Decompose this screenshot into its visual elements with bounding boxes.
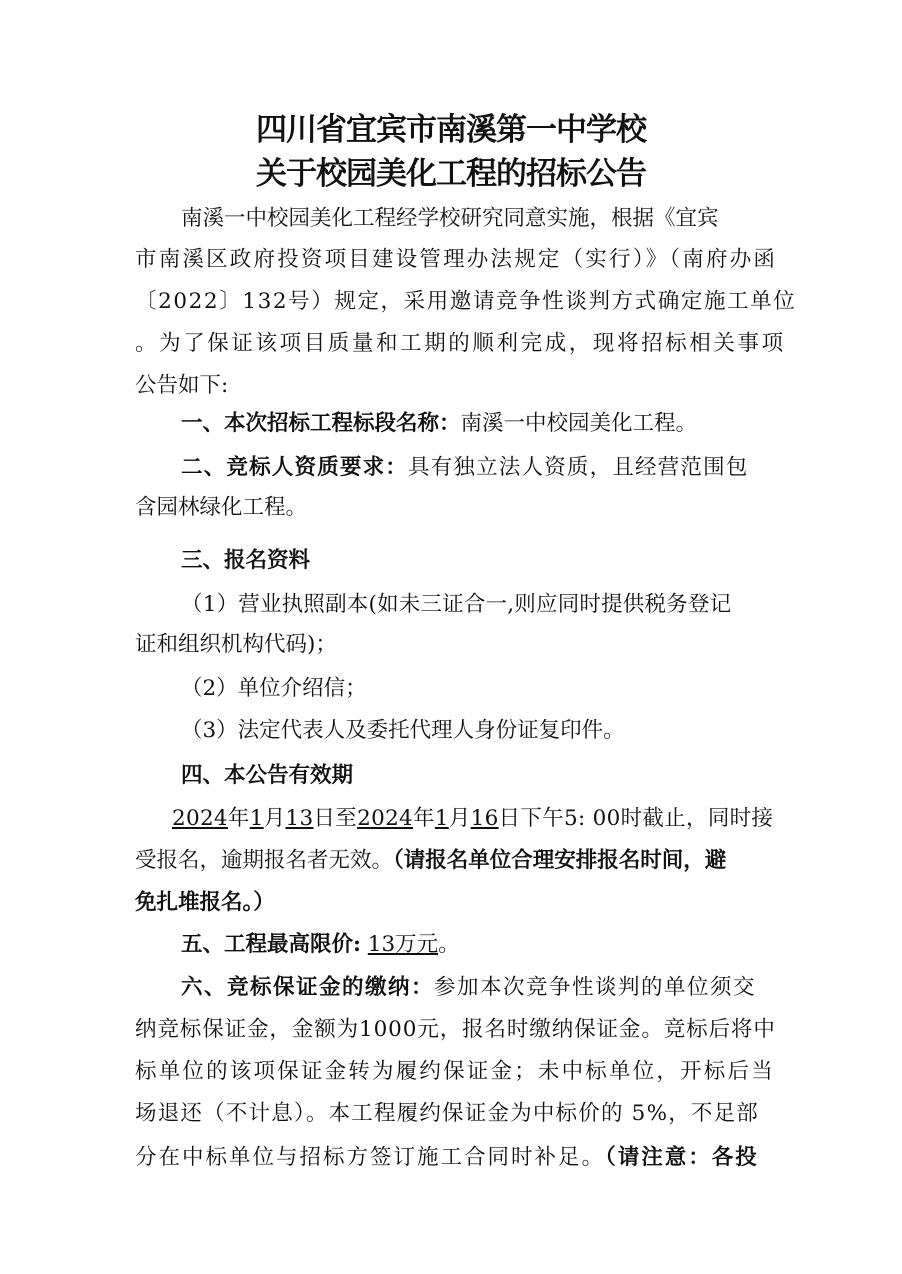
section-3-heading: 三、报名资料	[181, 548, 311, 573]
end-month: 1	[434, 806, 449, 831]
section-1-heading: 一、本次招标工程标段名称：	[181, 411, 461, 436]
label-yue-2: 月	[448, 806, 471, 831]
section-6-line-4: 场退还（不计息）。本工程履约保证金为中标价的 5%，不足部	[135, 1101, 759, 1126]
section-4-line-3: 免扎堆报名。）	[135, 890, 275, 915]
end-day: 16	[470, 806, 499, 831]
section-4-note: （请报名单位合理安排报名时间，避	[393, 848, 727, 873]
end-year: 2024	[357, 806, 414, 831]
section-4-line-2-text: 受报名，逾期报名者无效。	[135, 848, 394, 873]
section-1	[181, 406, 881, 437]
section-6-text-1: 参加本次竞争性谈判的单位须交	[434, 975, 757, 1000]
section-1-text: 南溪一中校园美化工程。	[460, 411, 698, 436]
intro-line-2: 市南溪区政府投资项目建设管理办法规定（实行）》（南府办函	[135, 247, 778, 272]
label-nian: 年	[227, 806, 250, 831]
intro-line-4: 。为了保证该项目质量和工期的顺利完成，现将招标相关事项	[135, 331, 786, 356]
section-3-item-2: （2）单位介绍信；	[181, 676, 367, 701]
deadline-text: 日下午5: 00时截止，同时接	[498, 806, 774, 831]
section-6-line-2: 纳竞标保证金，金额为1000元，报名时缴纳保证金。竞标后将中	[135, 1017, 776, 1042]
intro-line-5: 公告如下:	[135, 373, 229, 398]
label-yue: 月	[263, 806, 286, 831]
section-6-line-3: 标单位的该项保证金转为履约保证金；未中标单位，开标后当	[135, 1059, 775, 1084]
label-nian-2: 年	[413, 806, 435, 831]
section-6-line-1	[181, 970, 881, 1001]
section-4-line-1	[172, 801, 872, 832]
start-month: 1	[249, 806, 264, 831]
section-6-note: （请注意：各投	[605, 1145, 759, 1170]
section-6-text-5: 分在中标单位与招标方签订施工合同时补足。	[135, 1145, 606, 1170]
section-4-line-2	[135, 843, 835, 874]
section-5	[181, 927, 881, 958]
max-price: 13万元	[367, 932, 439, 957]
intro-line-1	[181, 201, 827, 232]
title-line-2: 关于校园美化工程的招标公告	[256, 156, 646, 192]
section-5-heading: 五、工程最高限价:	[181, 932, 361, 957]
title-line-1: 四川省宜宾市南溪第一中学校	[256, 112, 646, 148]
label-ri-zhi: 日至	[313, 806, 358, 831]
section-6-heading: 六、竞标保证金的缴纳：	[181, 975, 435, 1000]
section-2-heading: 二、竞标人资质要求：	[181, 455, 409, 480]
section-3-item-1: （1）营业执照副本(如未三证合一,则应同时提供税务登记	[181, 592, 732, 617]
section-5-end: 。	[438, 932, 460, 957]
intro-line-3: 〔2022〕132号）规定，采用邀请竞争性谈判方式确定施工单位	[135, 289, 797, 314]
start-day: 13	[285, 806, 314, 831]
section-2-text-1: 具有独立法人资质，且经营范围包	[408, 455, 749, 480]
section-2-line-2: 含园林绿化工程。	[135, 495, 308, 520]
section-4-heading: 四、本公告有效期	[181, 763, 354, 788]
section-3-item-1-cont: 证和组织机构代码)；	[135, 632, 337, 657]
start-year: 2024	[172, 806, 228, 831]
section-2-line-1	[181, 450, 881, 481]
section-6-line-5	[135, 1140, 835, 1171]
intro-line-1-text: 南溪一中校园美化工程经学校研究同意实施，根据《宜宾	[181, 206, 719, 231]
section-3-item-3: （3）法定代表人及委托代理人身份证复印件。	[181, 718, 625, 743]
